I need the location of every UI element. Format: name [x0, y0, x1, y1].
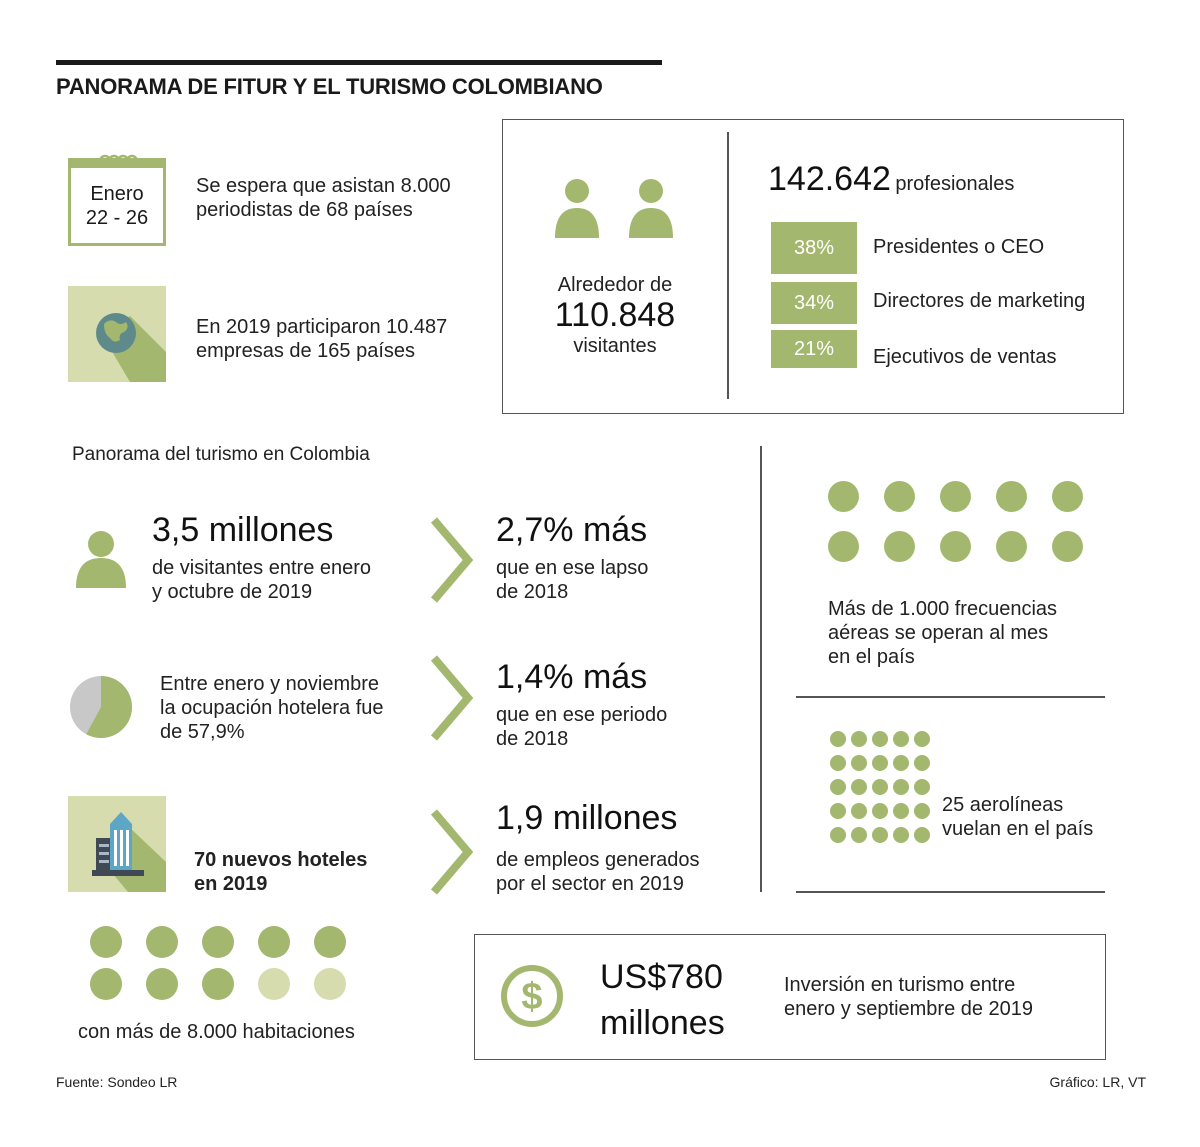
airlines-text-1: 25 aerolíneas	[942, 794, 1064, 816]
col-visitors-desc-2: y octubre de 2019	[152, 581, 313, 603]
flight-dot	[996, 531, 1027, 562]
pct-sales: 21%	[771, 330, 857, 368]
investment-value-1: US$780	[600, 958, 723, 996]
hotel-dot	[146, 926, 178, 958]
calendar-icon	[68, 158, 166, 246]
col-visitors-desc-1: de visitantes entre enero	[152, 557, 372, 579]
title-rule	[56, 60, 662, 65]
dollar-icon	[500, 964, 564, 1028]
investment-value-2: millones	[600, 1004, 725, 1042]
chevron-right-icon	[428, 516, 476, 604]
label-marketing: Directores de marketing	[873, 290, 1086, 312]
hotel-dot	[202, 968, 234, 1000]
airlines-dots	[830, 730, 930, 844]
flight-dot	[828, 531, 859, 562]
jobs-value: 1,9 millones	[496, 799, 678, 837]
hotel-dot	[90, 926, 122, 958]
investment-desc-2: enero y septiembre de 2019	[784, 998, 1034, 1020]
flights-text-3: en el país	[828, 646, 915, 668]
hotel-dot	[202, 926, 234, 958]
journalists-text-2: periodistas de 68 países	[196, 199, 413, 221]
label-ceo: Presidentes o CEO	[873, 236, 1045, 258]
divider-airlines	[796, 891, 1105, 893]
divider-flights	[796, 696, 1105, 698]
occupancy-desc-2: la ocupación hotelera fue	[160, 697, 384, 719]
occupancy-growth-value: 1,4% más	[496, 658, 648, 696]
source-text: Fuente: Sondeo LR	[56, 1074, 178, 1090]
flight-dot	[940, 481, 971, 512]
flights-text-2: aéreas se operan al mes	[828, 622, 1049, 644]
jobs-desc-2: por el sector en 2019	[496, 873, 684, 895]
page-title: PANORAMA DE FITUR Y EL TURISMO COLOMBIANO	[56, 74, 603, 99]
chevron-right-icon	[428, 654, 476, 742]
flight-dot	[1052, 531, 1083, 562]
hotel-dot	[146, 968, 178, 1000]
flights-text-1: Más de 1.000 frecuencias	[828, 598, 1058, 620]
new-hotels-desc-2: en 2019	[194, 873, 268, 895]
visitors-growth-desc-2: de 2018	[496, 581, 569, 603]
occupancy-growth-desc-2: de 2018	[496, 728, 569, 750]
person-icon	[74, 530, 128, 590]
companies-text-2: empresas de 165 países	[196, 340, 416, 362]
pct-ceo: 38%	[771, 222, 857, 274]
new-hotels-desc-1: 70 nuevos hoteles	[194, 849, 368, 871]
globe-icon	[68, 286, 166, 382]
visitors-growth-desc-1: que en ese lapso	[496, 557, 649, 579]
hotel-dot	[90, 968, 122, 1000]
professionals-value: 142.642	[768, 160, 891, 198]
hotel-building-icon	[68, 796, 166, 892]
journalists-text-1: Se espera que asistan 8.000	[196, 175, 451, 197]
pct-marketing: 34%	[771, 282, 857, 324]
professionals-label: profesionales	[895, 173, 1015, 195]
professionals-line	[768, 160, 1014, 198]
visitors-value: 110.848	[554, 296, 676, 334]
companies-text-1: En 2019 participaron 10.487	[196, 316, 448, 338]
credit-text: Gráfico: LR, VT	[1049, 1074, 1146, 1090]
flight-dot	[828, 481, 859, 512]
occupancy-pie	[68, 674, 134, 740]
label-sales: Ejecutivos de ventas	[873, 346, 1057, 368]
calendar-month: Enero	[90, 183, 144, 205]
visitors-suffix: visitantes	[573, 335, 657, 357]
hotel-dot	[258, 968, 290, 1000]
flight-dot	[940, 531, 971, 562]
occupancy-desc-3: de 57,9%	[160, 721, 245, 743]
section-title: Panorama del turismo en Colombia	[72, 444, 370, 465]
flight-dot	[884, 481, 915, 512]
flight-dot	[1052, 481, 1083, 512]
visitors-prefix: Alrededor de	[557, 274, 673, 296]
box-divider	[727, 132, 729, 399]
occupancy-desc-1: Entre enero y noviembre	[160, 673, 380, 695]
calendar-days: 22 - 26	[85, 207, 149, 229]
flight-dot	[996, 481, 1027, 512]
occupancy-growth-desc-1: que en ese periodo	[496, 704, 668, 726]
jobs-desc-1: de empleos generados	[496, 849, 700, 871]
airlines-text-2: vuelan en el país	[942, 818, 1094, 840]
hotel-dot	[258, 926, 290, 958]
hotel-dot	[314, 926, 346, 958]
col-visitors-value: 3,5 millones	[152, 511, 334, 549]
calendar-rings-icon	[99, 151, 139, 171]
rooms-text: con más de 8.000 habitaciones	[78, 1021, 355, 1043]
column-divider	[760, 446, 762, 892]
investment-desc-1: Inversión en turismo entre	[784, 974, 1016, 996]
people-icon	[552, 176, 682, 240]
visitors-growth-value: 2,7% más	[496, 511, 648, 549]
svg-text:$: $	[521, 976, 543, 1018]
chevron-right-icon	[428, 808, 476, 896]
hotel-dot	[314, 968, 346, 1000]
flight-dot	[884, 531, 915, 562]
